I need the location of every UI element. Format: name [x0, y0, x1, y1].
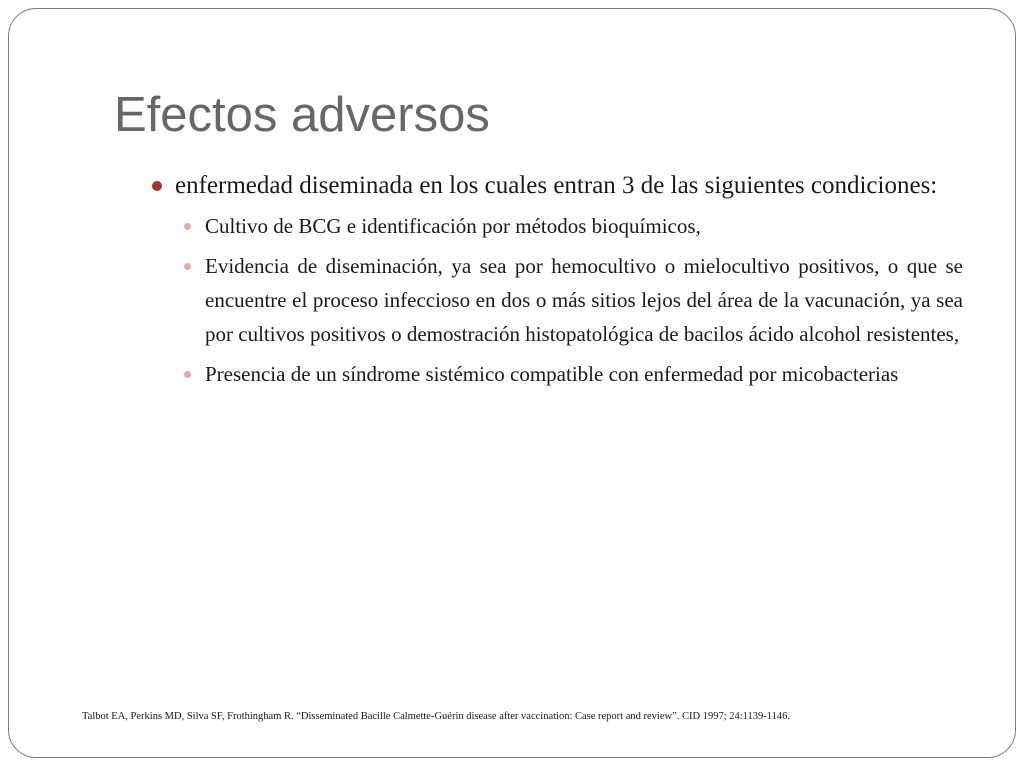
- reference-citation: Talbot EA, Perkins MD, Silva SF, Frothingham R. “Disseminated Bacille Calmette-Guérin disease after vaccination: Case report and review”. CID 1997; 24:1139-1146.: [82, 711, 790, 722]
- slide-title: Efectos adversos: [114, 88, 490, 142]
- sub-bullet-dot-icon: [184, 223, 191, 230]
- sub-bullet-syndrome: [183, 357, 963, 391]
- sub-bullet-dissemination: [183, 249, 963, 351]
- sub-bullet-dot-icon: [184, 371, 191, 378]
- sub-bullet-dot-icon: [184, 263, 191, 270]
- sub-bullet-culture: [183, 209, 963, 243]
- sub-bullet-list: [150, 209, 963, 391]
- bullet-main: [150, 168, 963, 204]
- sub-bullet-text: Presencia de un síndrome sistémico compatible con enfermedad por micobacterias: [205, 362, 899, 386]
- sub-bullet-text: Evidencia de diseminación, ya sea por hemocultivo o mielocultivo positivos, o que se encuentre el proceso infeccioso en dos o más sitios lejos del área de la vacunación, ya sea por cultivos positivos o demostración histopatológica de bacilos ácido alcohol resistentes,: [205, 254, 963, 346]
- slide-content: [150, 168, 963, 397]
- bullet-dot-icon: [152, 181, 162, 191]
- sub-bullet-text: Cultivo de BCG e identificación por métodos bioquímicos,: [205, 214, 701, 238]
- bullet-main-text: enfermedad diseminada en los cuales entran 3 de las siguientes condiciones:: [175, 172, 938, 199]
